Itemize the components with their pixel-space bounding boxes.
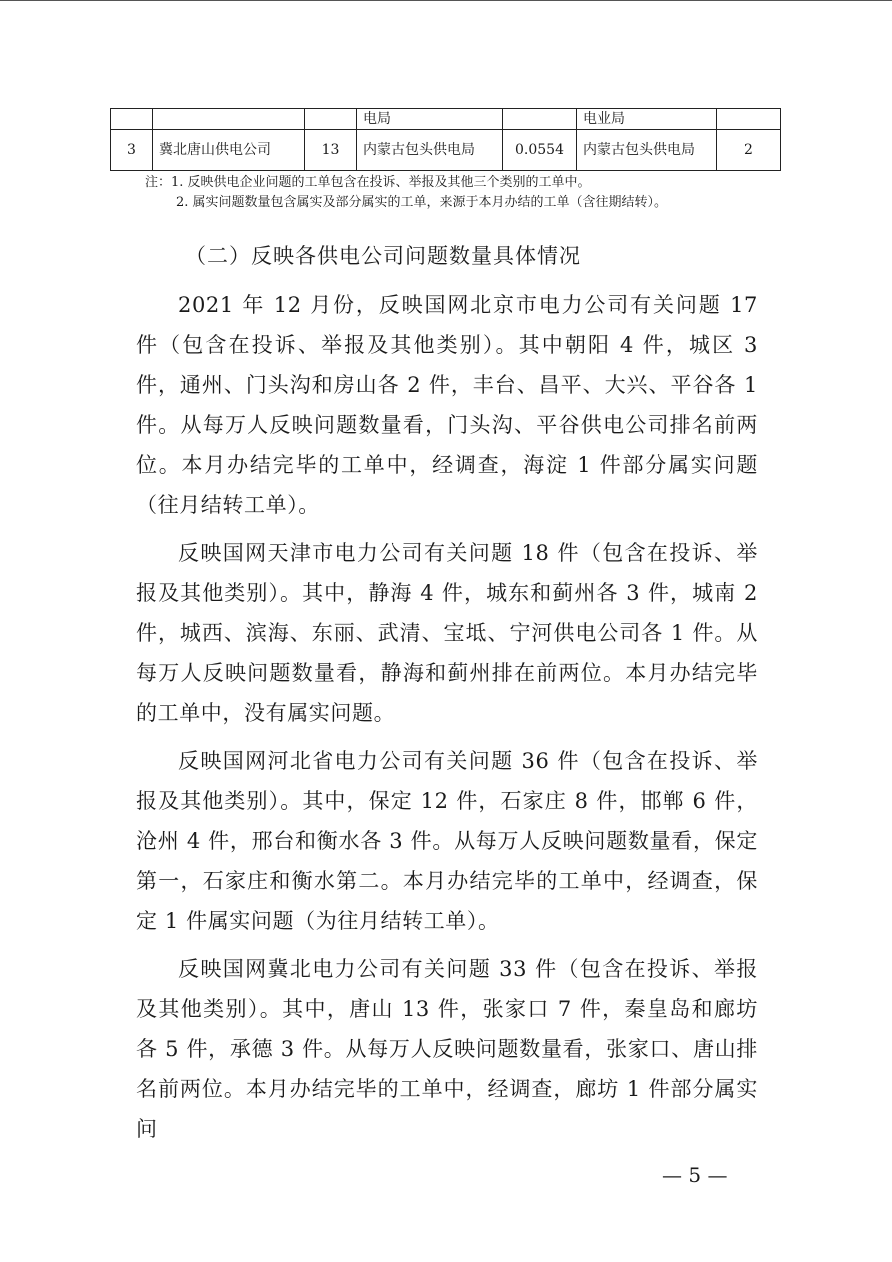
body-text — [136, 285, 758, 1157]
table-notes — [145, 173, 795, 213]
note-2: 2. 属实问题数量包含属实及部分属实的工单，来源于本月办结的工单（含往期结转）。 — [176, 195, 668, 210]
rank-cell: 3 — [111, 130, 153, 171]
paragraph-jibei: 反映国网冀北电力公司有关问题 33 件（包含在投诉、举报及其他类别）。其中，唐山 13 件，张家口 7 件，秦皇岛和廊坊各 5 件，承德 3 件。从每万人反映问题数量看，张家口、唐山排名前两位。本月办结完毕的工单中，经调查，廊坊 1 件部分属实问 — [136, 957, 758, 1141]
company-cell: 冀北唐山供电公司 — [153, 130, 305, 171]
table-cell — [717, 109, 781, 130]
table-cell — [153, 109, 305, 130]
page-number: — 5 — — [662, 1163, 728, 1187]
paragraph-hebei: 反映国网河北省电力公司有关问题 36 件（包含在投诉、举报及其他类别）。其中，保定 12 件，石家庄 8 件，邯郸 6 件，沧州 4 件，邢台和衡水各 3 件。从每万人反映问题数量看，保定第一，石家庄和衡水第二。本月办结完毕的工单中，经调查，保定 1 件属实问题（为往月结转工单）。 — [136, 749, 758, 933]
table-cell: 电业局 — [577, 109, 717, 130]
table-row — [111, 130, 781, 171]
table-cell — [305, 109, 357, 130]
company-cell: 内蒙古包头供电局 — [577, 130, 717, 171]
table-cell — [111, 109, 153, 130]
table-cell: 电局 — [357, 109, 503, 130]
company-cell: 内蒙古包头供电局 — [357, 130, 503, 171]
count-cell: 2 — [717, 130, 781, 171]
paragraph-tianjin: 反映国网天津市电力公司有关问题 18 件（包含在投诉、举报及其他类别）。其中，静海 4 件，城东和蓟州各 3 件，城南 2 件，城西、滨海、东丽、武清、宝坻、宁河供电公司各 1 件。从每万人反映问题数量看，静海和蓟州排在前两位。本月办结完毕的工单中，没有属实问题。 — [136, 541, 758, 725]
rate-cell: 0.0554 — [503, 130, 577, 171]
ranking-table — [110, 108, 781, 171]
section-heading: （二）反映各供电公司问题数量具体情况 — [185, 244, 581, 268]
paragraph-beijing: 2021 年 12 月份，反映国网北京市电力公司有关问题 17 件（包含在投诉、举报及其他类别）。其中朝阳 4 件，城区 3 件，通州、门头沟和房山各 2 件，丰台、昌平、大兴、平谷各 1 件。从每万人反映问题数量看，门头沟、平谷供电公司排名前两位。本月办结完毕的工单中，经调查，海淀 1 件部分属实问题（往月结转工单）。 — [136, 293, 758, 517]
table-row — [111, 109, 781, 130]
note-1: 注：1. 反映供电企业问题的工单包含在投诉、举报及其他三个类别的工单中。 — [145, 175, 591, 190]
count-cell: 13 — [305, 130, 357, 171]
table-cell — [503, 109, 577, 130]
page-top-border — [0, 0, 892, 1]
